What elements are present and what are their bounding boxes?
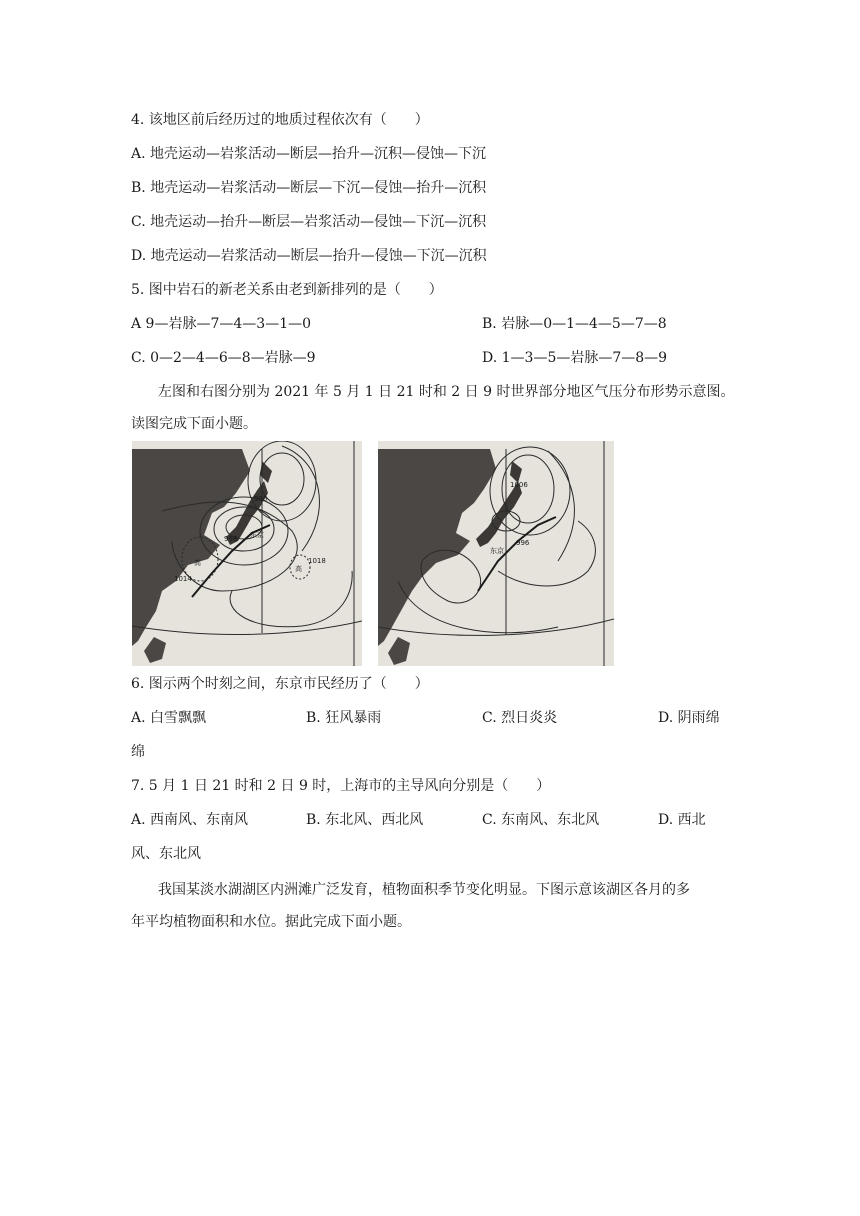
question-5-option-b[interactable]: B. 岩脉—0—1—4—5—7—8 xyxy=(482,316,667,332)
isobar-label-1014: 1014 xyxy=(174,575,192,583)
question-7-option-c[interactable]: C. 东南风、东北风 xyxy=(482,812,600,828)
question-6-option-a[interactable]: A. 白雪飘飘 xyxy=(131,710,207,726)
question-6-stem: 6. 图示两个时刻之间，东京市民经历了（ ） xyxy=(131,676,429,692)
isobar-label-998: 998 xyxy=(224,535,238,543)
pressure-map-right xyxy=(378,441,614,666)
question-5-option-a[interactable]: A 9—岩脉—7—4—3—1—0 xyxy=(131,316,312,332)
lake-intro-line-1: 我国某淡水湖湖区内洲滩广泛发育，植物面积季节变化明显。下图示意该湖区各月的多 xyxy=(158,882,690,898)
map-intro-line-1: 左图和右图分别为 2021 年 5 月 1 日 21 时和 2 日 9 时世界部分地区气压分布形势示意图。 xyxy=(158,384,735,400)
lake-intro-line-2: 年平均植物面积和水位。据此完成下面小题。 xyxy=(131,914,411,930)
question-6-option-b[interactable]: B. 狂风暴雨 xyxy=(306,710,382,726)
question-7-option-a[interactable]: A. 西南风、东南风 xyxy=(131,812,249,828)
isobar-label-1006: 1006 xyxy=(510,481,528,489)
question-4-option-b[interactable]: B. 地壳运动—岩浆活动—断层—下沉—侵蚀—抬升—沉积 xyxy=(131,180,487,196)
pressure-map-left-drawing xyxy=(132,441,362,666)
question-5-option-c[interactable]: C. 0—2—4—6—8—岩脉—9 xyxy=(131,350,316,366)
question-7-option-b[interactable]: B. 东北风、西北风 xyxy=(306,812,424,828)
pressure-map-right-drawing xyxy=(378,441,614,666)
isobar-label-996: 996 xyxy=(516,539,530,547)
question-6-option-d-wrap: 绵 xyxy=(131,744,145,760)
city-label-tokyo-right: 东京 xyxy=(490,547,504,555)
isobar-label-1018: 1018 xyxy=(308,557,326,565)
pressure-map-left xyxy=(132,441,362,666)
question-5-stem: 5. 图中岩石的新老关系由老到新排列的是（ ） xyxy=(131,282,443,298)
high-pressure-label-west: 高 xyxy=(194,559,201,567)
isobar-label-996: 996 xyxy=(254,495,268,503)
pressure-maps xyxy=(132,441,614,666)
map-intro-line-2: 读图完成下面小题。 xyxy=(131,416,257,432)
question-5-option-d[interactable]: D. 1—3—5—岩脉—7—8—9 xyxy=(482,350,668,366)
question-6-option-d[interactable]: D. 阴雨绵 xyxy=(658,710,720,726)
question-7-option-d-wrap: 风、东北风 xyxy=(131,846,201,862)
high-pressure-label-east: 高 xyxy=(295,565,302,573)
question-4-stem: 4. 该地区前后经历过的地质过程依次有（ ） xyxy=(131,112,429,128)
question-7-option-d[interactable]: D. 西北 xyxy=(658,812,706,828)
question-4-option-d[interactable]: D. 地壳运动—岩浆活动—断层—抬升—侵蚀—下沉—沉积 xyxy=(131,248,487,264)
city-label-tokyo-left: 东京 xyxy=(250,531,264,539)
question-6-option-c[interactable]: C. 烈日炎炎 xyxy=(482,710,558,726)
question-7-stem: 7. 5 月 1 日 21 时和 2 日 9 时，上海市的主导风向分别是（ ） xyxy=(131,778,551,794)
question-4-option-c[interactable]: C. 地壳运动—抬升—断层—岩浆活动—侵蚀—下沉—沉积 xyxy=(131,214,487,230)
question-4-option-a[interactable]: A. 地壳运动—岩浆活动—断层—抬升—沉积—侵蚀—下沉 xyxy=(131,146,487,162)
